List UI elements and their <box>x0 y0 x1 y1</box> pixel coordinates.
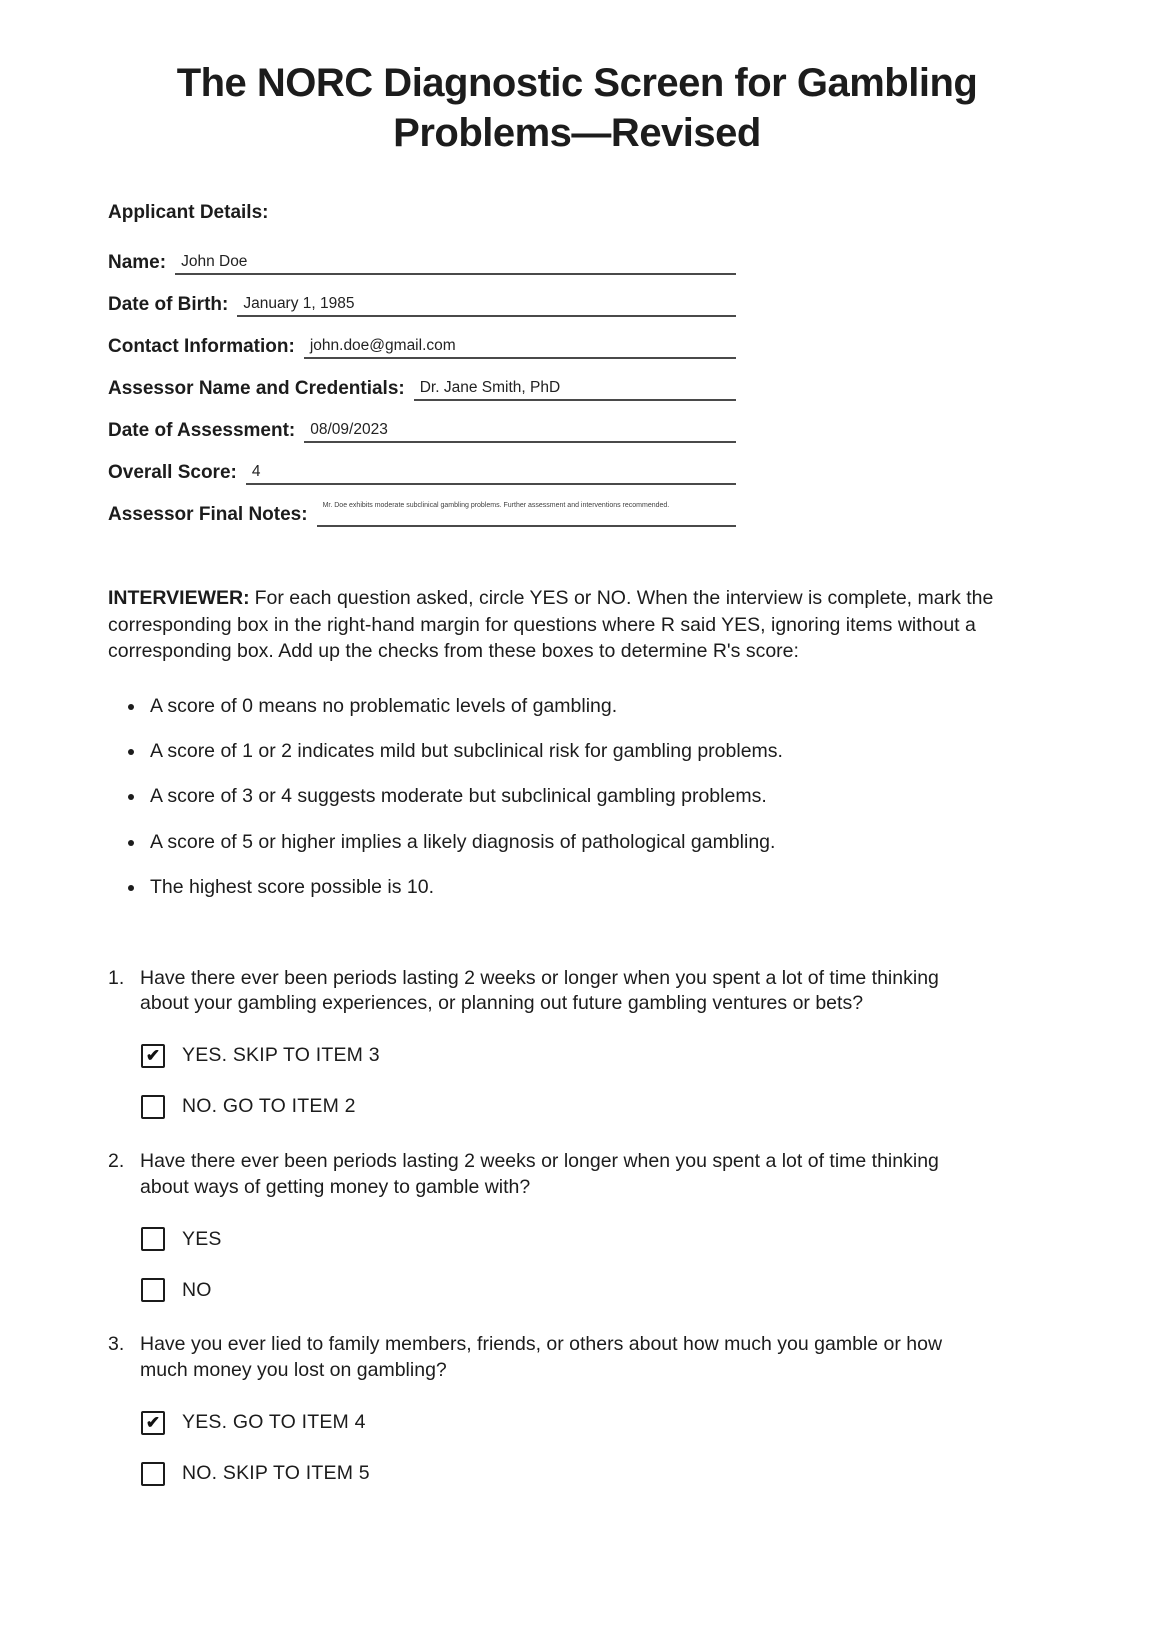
checkbox-unchecked-icon[interactable] <box>141 1462 165 1486</box>
question-1-text: Have there ever been periods lasting 2 weeks or longer when you spent a lot of time thinking about your gambling experiences, or planning out future gambling ventures or bets? <box>140 966 939 1015</box>
question-1-number: 1. <box>108 966 125 989</box>
question-1-option-no-label: NO. GO TO ITEM 2 <box>182 1095 356 1118</box>
checkbox-checked-icon[interactable]: ✔ <box>141 1044 165 1068</box>
question-2-option-yes <box>141 1227 1046 1251</box>
field-row-contact-information <box>108 334 736 359</box>
question-block-2 <box>108 1149 1046 1302</box>
field-row-assessor-final-notes <box>108 502 736 527</box>
name-label: Name: <box>108 252 167 273</box>
field-row-date-of-birth <box>108 292 736 317</box>
scoring-item-4: • The highest score possible is 10. <box>146 876 1046 899</box>
question-block-3 <box>108 1332 1046 1485</box>
question-2-text: Have there ever been periods lasting 2 weeks or longer when you spent a lot of time thinking about ways of getting money to gamble with? <box>140 1149 939 1198</box>
applicant-details-heading: Applicant Details: <box>108 202 269 223</box>
overall-score-field[interactable]: 4 <box>246 462 736 485</box>
question-1 <box>108 966 988 1017</box>
question-2 <box>108 1149 988 1200</box>
question-3-option-no-label: NO. SKIP TO ITEM 5 <box>182 1462 370 1485</box>
question-1-option-yes-label: YES. SKIP TO ITEM 3 <box>182 1044 380 1067</box>
interviewer-instructions-text: For each question asked, circle YES or NO. When the interview is complete, mark the corresponding box in the right-hand margin for questions where R said YES, ignoring items without a corresponding box. Add up the checks from these boxes to determine R's score: <box>108 587 994 663</box>
question-3-option-yes-label: YES. GO TO ITEM 4 <box>182 1411 366 1434</box>
checkbox-unchecked-icon[interactable] <box>141 1278 165 1302</box>
question-2-number: 2. <box>108 1149 125 1172</box>
question-2-option-yes-label: YES <box>182 1227 222 1250</box>
field-row-overall-score <box>108 460 736 485</box>
checkbox-unchecked-icon[interactable] <box>141 1095 165 1119</box>
question-3-text: Have you ever lied to family members, friends, or others about how much you gamble or how much money you lost on gambling? <box>140 1333 943 1382</box>
scoring-item-2: • A score of 3 or 4 suggests moderate but subclinical gambling problems. <box>146 785 1046 808</box>
assessor-final-notes-field[interactable]: Mr. Doe exhibits moderate subclinical gambling problems. Further assessment and interventions recommended. <box>317 502 736 527</box>
date-of-birth-label: Date of Birth: <box>108 294 229 315</box>
field-row-name <box>108 250 736 275</box>
question-1-option-no <box>141 1095 1046 1119</box>
question-block-1 <box>108 966 1046 1119</box>
question-1-option-yes <box>141 1044 1046 1068</box>
question-2-option-no-label: NO <box>182 1278 212 1301</box>
applicant-fields <box>108 250 736 527</box>
scoring-item-3: • A score of 5 or higher implies a likely diagnosis of pathological gambling. <box>146 831 1046 854</box>
question-2-option-no <box>141 1278 1046 1302</box>
questions-section <box>108 966 1046 1486</box>
checkbox-checked-icon[interactable]: ✔ <box>141 1411 165 1435</box>
scoring-item-0: • A score of 0 means no problematic levels of gambling. <box>146 695 1046 718</box>
checkbox-unchecked-icon[interactable] <box>141 1227 165 1251</box>
question-3-number: 3. <box>108 1333 125 1356</box>
overall-score-label: Overall Score: <box>108 462 237 483</box>
date-of-birth-field[interactable]: January 1, 1985 <box>237 294 736 317</box>
assessor-final-notes-label: Assessor Final Notes: <box>108 504 308 525</box>
scoring-item-1: • A score of 1 or 2 indicates mild but subclinical risk for gambling problems. <box>146 740 1046 763</box>
question-3 <box>108 1332 988 1383</box>
contact-information-field[interactable]: john.doe@gmail.com <box>304 336 736 359</box>
question-3-option-yes <box>141 1411 1046 1435</box>
interviewer-label: INTERVIEWER: <box>108 587 250 609</box>
page-title: The NORC Diagnostic Screen for Gambling Problems—Revised <box>176 61 978 155</box>
scoring-guide-list <box>108 695 1046 900</box>
question-3-option-no <box>141 1462 1046 1486</box>
assessor-name-label: Assessor Name and Credentials: <box>108 378 405 399</box>
date-of-assessment-label: Date of Assessment: <box>108 420 296 441</box>
field-row-assessor-name <box>108 376 736 401</box>
interviewer-instructions <box>108 585 1033 665</box>
assessor-name-field[interactable]: Dr. Jane Smith, PhD <box>414 378 736 401</box>
field-row-date-of-assessment <box>108 418 736 443</box>
name-field[interactable]: John Doe <box>175 252 736 275</box>
contact-information-label: Contact Information: <box>108 336 295 357</box>
date-of-assessment-field[interactable]: 08/09/2023 <box>304 420 736 443</box>
